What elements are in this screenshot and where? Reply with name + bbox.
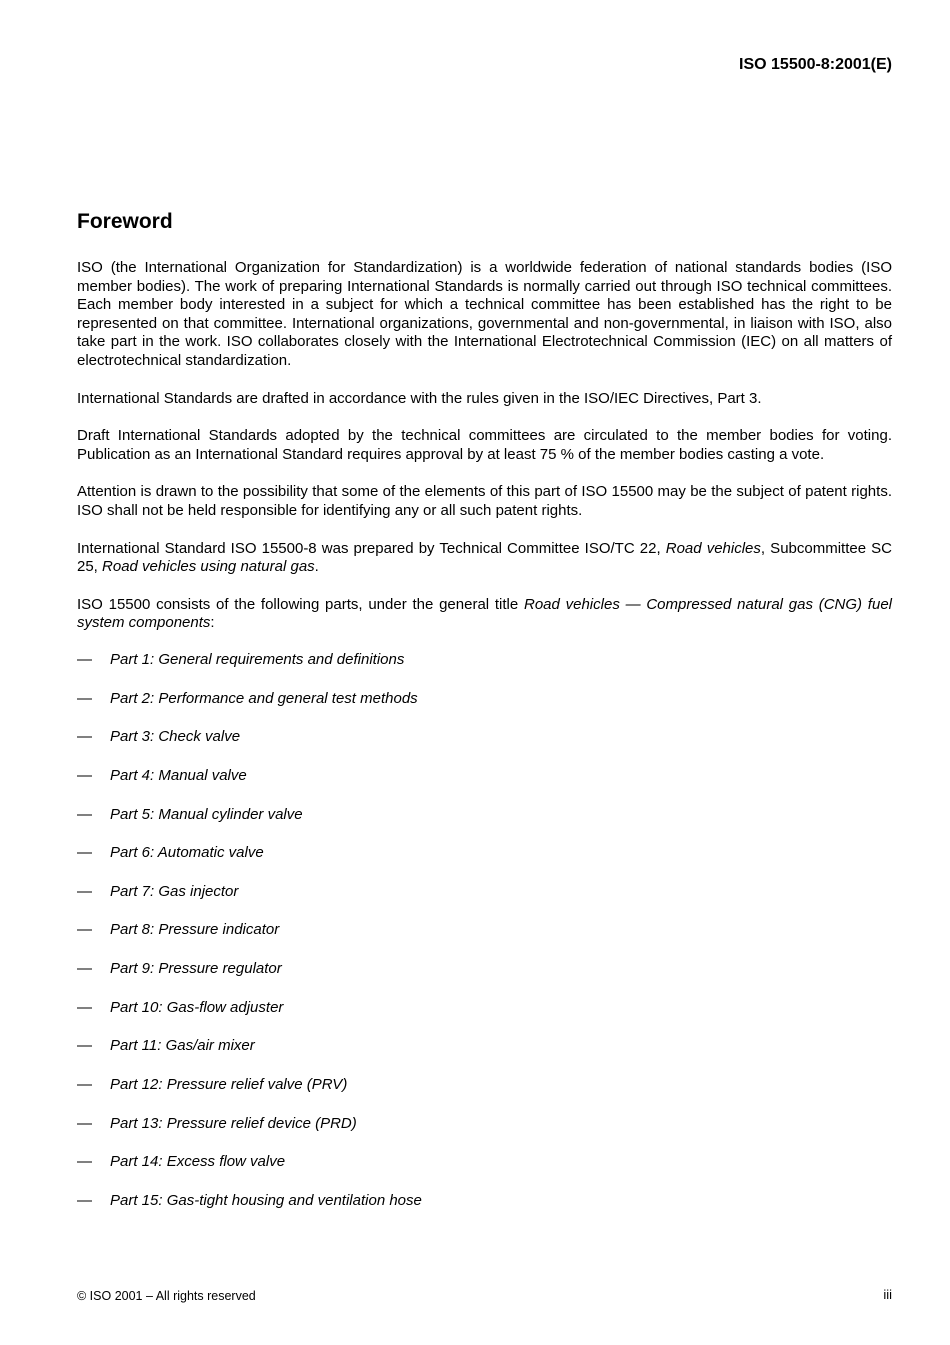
list-item	[77, 1152, 892, 1191]
committee-title: Road vehicles	[665, 539, 761, 557]
list-item	[77, 1075, 892, 1114]
part-title: Part 1: General requirements and definitions	[110, 651, 405, 668]
part-title: Part 6: Automatic valve	[110, 844, 264, 862]
part-title: Part 10: Gas-flow adjuster	[110, 998, 284, 1016]
list-dash: —	[77, 1076, 92, 1094]
document-id: ISO 15500-8:2001(E)	[739, 56, 892, 73]
list-item	[77, 882, 892, 921]
part-title: Part 14: Excess flow valve	[110, 1153, 286, 1171]
paragraph-parts-intro	[77, 596, 892, 633]
list-dash: —	[77, 1037, 92, 1055]
list-dash: —	[77, 805, 92, 823]
list-item	[77, 766, 892, 805]
foreword-body	[77, 259, 892, 652]
list-dash: —	[77, 1153, 92, 1171]
list-item	[77, 805, 892, 844]
list-dash: —	[77, 998, 92, 1016]
preparation-text-a: International Standard ISO 15500-8 was prepared by Technical Committee ISO/TC 22,	[77, 539, 666, 557]
paragraph-drafting-rules: International Standards are drafted in accordance with the rules given in the ISO/IEC Directives, Part 3.	[77, 389, 762, 407]
parts-intro-text-a: ISO 15500 consists of the following parts, under the general title	[77, 595, 524, 613]
list-item	[77, 1114, 892, 1153]
part-title: Part 4: Manual valve	[110, 766, 247, 784]
part-title: Part 3: Check valve	[110, 728, 241, 746]
list-dash: —	[77, 960, 92, 978]
paragraph-voting: Draft International Standards adopted by the technical committees are circulated to the member bodies for voting. Publication as an International Standard requires approval by at least 75 % of the member bodies casting a vote.	[77, 427, 892, 463]
list-dash: —	[77, 728, 92, 746]
list-dash: —	[77, 921, 92, 939]
list-dash: —	[77, 1114, 92, 1132]
part-title: Part 5: Manual cylinder valve	[110, 805, 303, 823]
list-item	[77, 1036, 892, 1075]
general-title: Road vehicles — Compressed natural gas (CNG) fuel system components	[77, 595, 892, 632]
preparation-text-c: .	[314, 558, 319, 576]
list-item	[77, 998, 892, 1037]
list-dash: —	[77, 882, 92, 900]
list-dash: —	[77, 1191, 92, 1209]
part-title: Part 2: Performance and general test methods	[110, 689, 418, 707]
part-title: Part 7: Gas injector	[110, 882, 239, 900]
list-item	[77, 689, 892, 728]
list-item	[77, 650, 892, 689]
parts-intro-text-b: :	[210, 614, 215, 632]
paragraph-preparation	[77, 540, 892, 577]
part-title: Part 8: Pressure indicator	[110, 921, 280, 939]
list-item	[77, 920, 892, 959]
list-item	[77, 843, 892, 882]
paragraph-patent-rights: Attention is drawn to the possibility that some of the elements of this part of ISO 15500 may be the subject of patent rights. ISO shall not be held responsible for identifying any or all such patent rights.	[77, 483, 892, 519]
part-title: Part 11: Gas/air mixer	[110, 1037, 255, 1055]
parts-list	[77, 650, 892, 1230]
copyright-notice: © ISO 2001 – All rights reserved	[77, 1289, 256, 1303]
list-dash: —	[77, 689, 92, 707]
page-title: Foreword	[77, 210, 173, 233]
list-item	[77, 1191, 892, 1230]
list-item	[77, 727, 892, 766]
list-dash: —	[77, 766, 92, 784]
list-dash: —	[77, 651, 92, 668]
list-item	[77, 959, 892, 998]
subcommittee-title: Road vehicles using natural gas	[102, 558, 315, 576]
part-title: Part 12: Pressure relief valve (PRV)	[110, 1076, 348, 1094]
preparation-text-b: , Subcommittee SC 25,	[77, 539, 893, 576]
list-dash: —	[77, 844, 92, 862]
page-number: iii	[883, 1287, 892, 1302]
part-title: Part 9: Pressure regulator	[110, 960, 282, 978]
paragraph-iso-intro: ISO (the International Organization for Standardization) is a worldwide federation of national standards bodies (ISO member bodies). The work of preparing International Standards is normally carried out through ISO technical committees. Each member body interested in a subject for which a technical committee has been established has the right to be represented on that committee. International organizations, governmental and non-governmental, in liaison with ISO, also take part in the work. ISO collaborates closely with the International Electrotechnical Commission (IEC) on all matters of electrotechnical standardization.	[77, 259, 892, 369]
part-title: Part 15: Gas-tight housing and ventilation hose	[110, 1191, 422, 1209]
part-title: Part 13: Pressure relief device (PRD)	[110, 1114, 357, 1132]
